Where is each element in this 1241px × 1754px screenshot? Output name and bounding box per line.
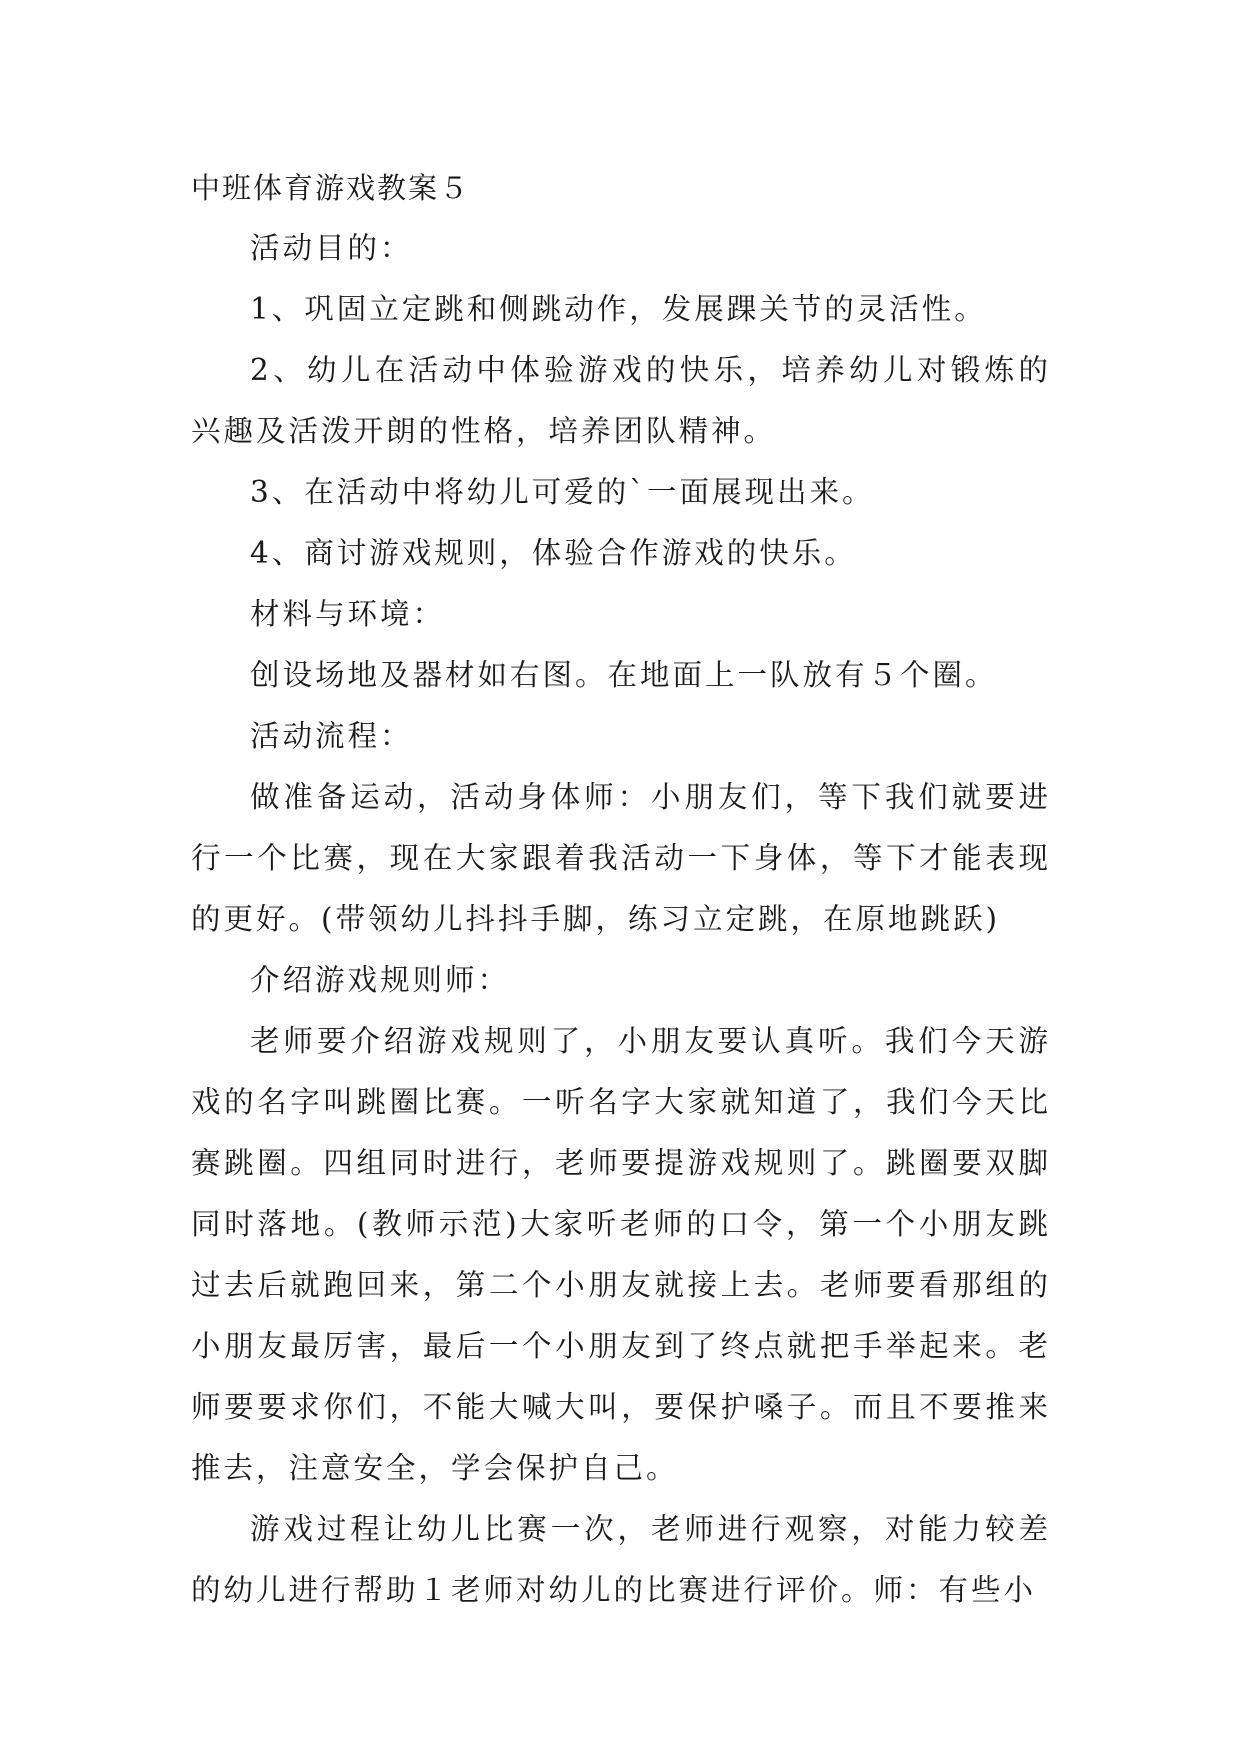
document-title: 中班体育游戏教案５ — [191, 171, 471, 205]
paragraph-materials-heading: 材料与环境： — [250, 597, 446, 631]
paragraph-objective-2: 2、幼儿在活动中体验游戏的快乐，培养幼儿对锻炼的兴趣及活泼开朗的性格，培养团队精神。 — [191, 353, 1051, 448]
document-body — [191, 218, 1051, 1621]
paragraph-objective-4: 4、商讨游戏规则，体验合作游戏的快乐。 — [250, 536, 857, 570]
paragraph-materials: 创设场地及器材如右图。在地面上一队放有５个圈。 — [250, 658, 998, 692]
paragraph-objectives-heading: 活动目的： — [250, 231, 413, 265]
paragraph-objective-3: 3、在活动中将幼儿可爱的`一面展现出来。 — [250, 475, 875, 509]
paragraph-process-heading: 活动流程： — [250, 719, 413, 753]
paragraph-rules-heading: 介绍游戏规则师： — [250, 963, 511, 997]
paragraph-rules: 老师要介绍游戏规则了，小朋友要认真听。我们今天游戏的名字叫跳圈比赛。一听名字大家就知道了，我们今天比赛跳圈。四组同时进行，老师要提游戏规则了。跳圈要双脚同时落地。(教师示范)大家听老师的口令，第一个小朋友跳过去后就跑回来，第二个小朋友就接上去。老师要看那组的小朋友最厉害，最后一个小朋友到了终点就把手举起来。老师要要求你们，不能大喊大叫，要保护嗓子。而且不要推来推去，注意安全，学会保护自己。 — [191, 1024, 1051, 1485]
paragraph-warmup: 做准备运动，活动身体师：小朋友们，等下我们就要进行一个比赛，现在大家跟着我活动一下身体，等下才能表现的更好。(带领幼儿抖抖手脚，练习立定跳，在原地跳跃) — [191, 780, 1051, 936]
paragraph-game-process: 游戏过程让幼儿比赛一次，老师进行观察，对能力较差的幼儿进行帮助１老师对幼儿的比赛进行评价。师：有些小 — [191, 1512, 1051, 1607]
paragraph-objective-1: 1、巩固立定跳和侧跳动作，发展踝关节的灵活性。 — [250, 292, 987, 326]
